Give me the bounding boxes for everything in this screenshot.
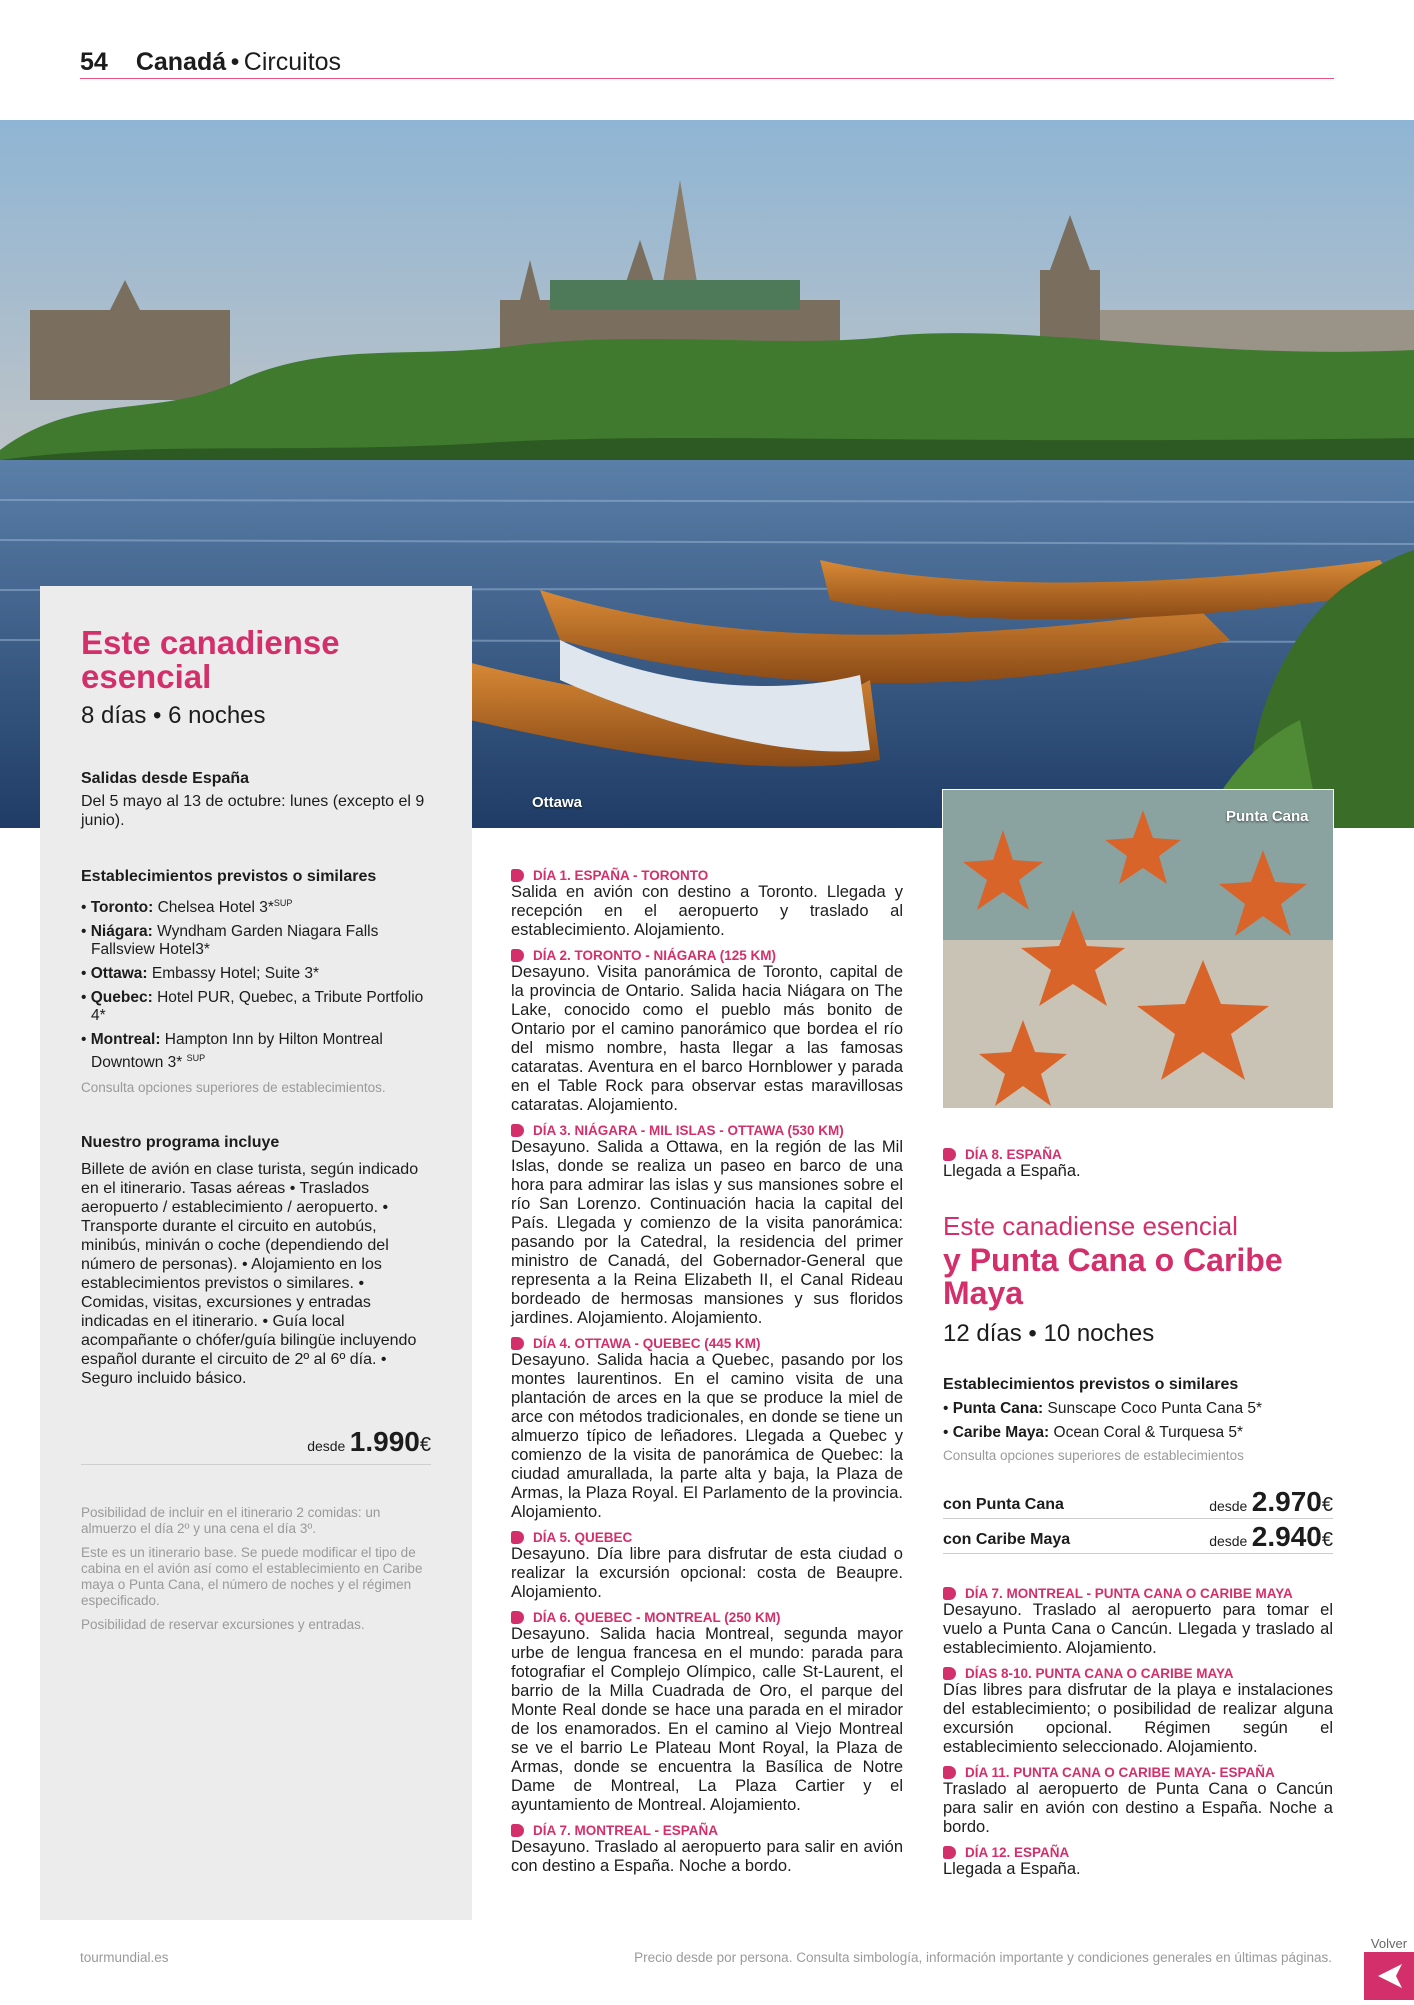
hotels-list [81,894,431,1072]
back-label[interactable]: Volver [1370,1936,1408,1951]
page-header [80,48,1334,79]
hotel-item: • Toronto: Chelsea Hotel 3*$^{SUP}$ [81,898,293,917]
day-text: Llegada a España. [943,1860,1081,1878]
day-text: Desayuno. Día libre para disfrutar de esta ciudad o realizar la excursión opcional: costa de Beaupre. Alojamiento. [511,1545,903,1601]
day-text: Desayuno. Visita panorámica de Toronto, capital de la provincia de Ontario. Salida hacia Niágara on The Lake, conocido como el pueblo más bonito de Ontario por el camino panorámico que bordea el río del mismo nombre, hasta llegar a las famosas cataratas. Aventura en el barco Hornblower y parada en el Table Rock para observar estas maravillosas cataratas. Alojamiento. [511,963,903,1114]
hotels-note: Consulta opciones superiores de establecimientos. [81,1080,386,1096]
day-heading: DÍA 4. OTTAWA - QUEBEC (445 KM) [511,1336,903,1351]
extension-hotels-note: Consulta opciones superiores de establecimientos [943,1448,1244,1463]
back-arrow-icon [1364,1952,1414,2000]
day-text: Desayuno. Traslado al aeropuerto para salir en avión con destino a España. Noche a bordo. [511,1838,903,1875]
extension-duration: 12 días • 10 noches [943,1320,1155,1347]
header-separator: • [230,48,240,76]
day-text: Desayuno. Salida a Ottawa, en la región de las Mil Islas, donde se realiza un paseo en barco de una hora para admirar las islas y sus mansiones sobre el río San Lorenzo. Continuación hacia la capital del País. Llegada y comienzo de la visita panorámica: pasando por la Catedral, la residencia del primer ministro de Canadá, del Gobernador-General que representa a la Reina Elizabeth II, el Canal Rideau bordeado de hermosas mansiones y sus floridos jardines. Alojamiento. Alojamiento. [511,1138,903,1327]
day-text: Desayuno. Traslado al aeropuerto para tomar el vuelo a Punta Cana o Cancún. Llegada y traslado al establecimiento. Alojamiento. [943,1601,1333,1657]
extension-hotels-heading: Establecimientos previstos o similares [943,1376,1239,1393]
price-currency: € [419,1434,431,1457]
itinerary-column [511,868,903,1876]
section-subtitle: Circuitos [243,48,342,76]
punta-cana-photo [942,789,1334,1109]
includes-heading: Nuestro programa incluye [81,1134,280,1152]
price-from-label: desde [307,1438,346,1455]
section-title: Canadá [135,48,227,76]
tour-title: Este canadiense esencial [81,624,340,695]
footer-site[interactable]: tourmundial.es [80,1950,169,1965]
day-heading: DÍA 8. ESPAÑA [943,1147,1333,1162]
price-row: con Caribe Maya desde 2.940€ [943,1521,1333,1552]
day-text: Días libres para disfrutar de la playa e instalaciones del establecimiento; o posibilidad de realizar alguna excursión opcional. Régimen según el establecimiento seleccionado. Alojamiento. [943,1681,1333,1756]
footer-disclaimer: Precio desde por persona. Consulta simbología, información importante y condiciones generales en últimas páginas. [634,1950,1332,1965]
day-heading: DÍA 12. ESPAÑA [943,1845,1333,1860]
day-heading: DÍA 7. MONTREAL - ESPAÑA [511,1823,903,1838]
photo-caption-punta-cana: Punta Cana [1226,808,1309,825]
day-text: Traslado al aeropuerto de Punta Cana o Cancún para salir en avión con destino a España. Noche a bordo. [943,1780,1333,1836]
price-value: 1.990 [349,1426,420,1458]
photo-caption-ottawa: Ottawa [532,794,583,811]
day-heading: DÍA 2. TORONTO - NIÁGARA (125 KM) [511,948,903,963]
departures-heading: Salidas desde España [81,770,250,787]
day-text: Desayuno. Salida hacia a Quebec, pasando por los montes laurentinos. En el camino visita de una plantación de arces en la que se produce la miel de arce con métodos tradicionales, en donde se tiene un almuerzo típico de leñadores. Llegada a Quebec y comienzo de la visita de panorámica de Quebec: la ciudad amurallada, la parte alta y baja, la Plaza de Armas, la Plaza Royal. El Parlamento de la provincia. Alojamiento. [511,1351,903,1521]
extension-prices [943,1484,1333,1554]
hotel-item: • Caribe Maya: Ocean Coral & Turquesa 5* [943,1424,1244,1441]
hotels-heading: Establecimientos previstos o similares [81,868,377,885]
day-heading: DÍA 5. QUEBEC [511,1530,903,1545]
back-button[interactable] [1364,1952,1414,2000]
day-heading: DÍAS 8-10. PUNTA CANA O CARIBE MAYA [943,1666,1333,1681]
info-sidebar [40,586,472,1920]
hotel-item: • Montreal: Hampton Inn by Hilton Montreal Downtown 3* $^{SUP}$ [81,1031,383,1072]
price-box [81,1426,431,1465]
departures-text: Del 5 mayo al 13 de octubre: lunes (excepto el 9 junio). [81,793,425,829]
day-heading: DÍA 6. QUEBEC - MONTREAL (250 KM) [511,1610,903,1625]
day-text: Llegada a España. [943,1162,1081,1180]
hotel-item: • Quebec: Hotel PUR, Quebec, a Tribute Portfolio 4* [81,989,424,1025]
hotel-item: • Punta Cana: Sunscape Coco Punta Cana 5* [943,1400,1263,1417]
note-item: Posibilidad de reservar excursiones y entradas. [81,1617,365,1633]
extension-hotels-list [943,1400,1333,1442]
note-item: Posibilidad de incluir en el itinerario 2 comidas: un almuerzo el día 2º y una cena el día 3º. [81,1505,381,1537]
notes [81,1505,431,1633]
extension-column [943,1147,1333,1879]
day-heading: DÍA 3. NIÁGARA - MIL ISLAS - OTTAWA (530 KM) [511,1123,903,1138]
tour-duration: 8 días • 6 noches [81,702,266,729]
extension-pre-title: Este canadiense esencial [943,1211,1238,1241]
day-heading: DÍA 7. MONTREAL - PUNTA CANA O CARIBE MAYA [943,1586,1333,1601]
hotel-item: • Ottawa: Embassy Hotel; Suite 3* [81,965,320,983]
extension-title: y Punta Cana o Caribe Maya [943,1242,1283,1311]
note-item: Este es un itinerario base. Se puede modificar el tipo de cabina en el avión así como el establecimiento en Caribe maya o Punta Cana, el número de noches y el régimen especificado. [81,1545,423,1609]
day-text: Desayuno. Salida hacia Montreal, segunda mayor urbe de lengua francesa en el mundo: parada para fotografiar el Complejo Olímpico, calle St-Laurent, el barrio de la Milla Cuadrada de Oro, el parque del Monte Real donde se hace una parada en el mirador de los enamorados. En el camino al Viejo Montreal se ve el barrio Le Plateau Mont Royal, la Plaza de Armas, donde se encuentra la Basílica de Notre Dame de Montreal, La Plaza Cartier y el ayuntamiento de Montreal. Alojamiento. [511,1625,903,1814]
includes-text: Billete de avión en clase turista, según indicado en el itinerario. Tasas aéreas • Traslados aeropuerto / establecimiento / aeropuerto. • Transporte durante el circuito en autobús, minibús, miniván o coche (dependiendo del número de personas). • Alojamiento en los establecimientos previstos o similares. • Comidas, visitas, excursiones y entradas indicadas en el itinerario. • Guía local acompañante o chófer/guía bilingüe incluyendo español durante el circuito de 2º al 6º día. • Seguro incluido básico. [81,1161,419,1388]
day-heading: DÍA 11. PUNTA CANA O CARIBE MAYA- ESPAÑA [943,1765,1333,1780]
day-text: Salida en avión con destino a Toronto. Llegada y recepción en el aeropuerto y traslado al establecimiento. Alojamiento. [511,883,903,939]
day-heading: DÍA 1. ESPAÑA - TORONTO [511,868,903,883]
price-row: con Punta Cana desde 2.970€ [943,1486,1333,1517]
hotel-item: • Niágara: Wyndham Garden Niagara Falls Fallsview Hotel3* [81,923,379,959]
page-number: 54 [80,48,108,76]
